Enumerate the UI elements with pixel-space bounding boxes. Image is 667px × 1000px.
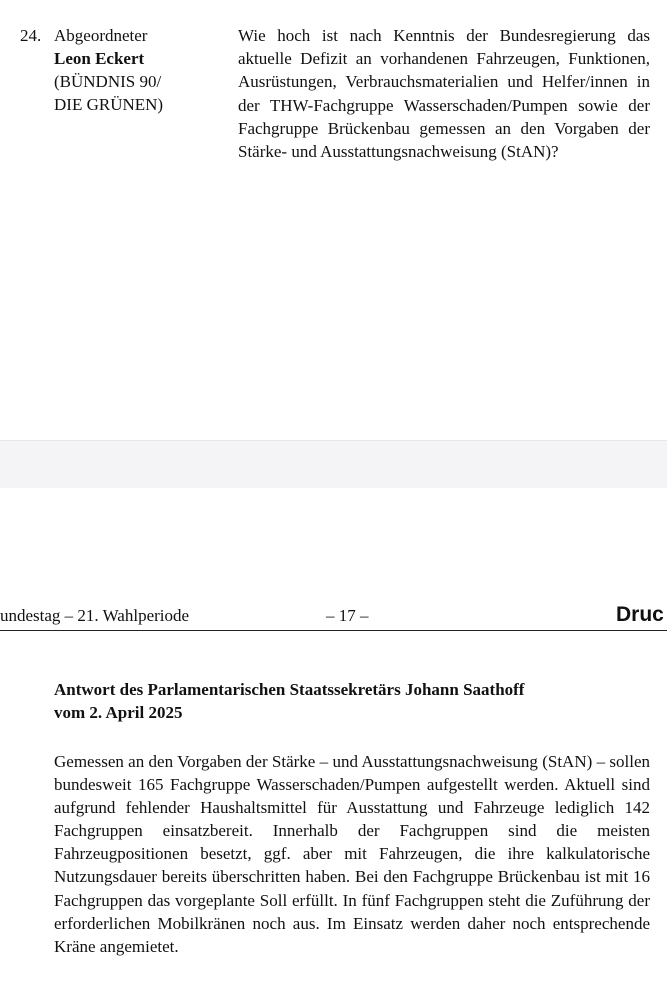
question-text: Wie hoch ist nach Kenntnis der Bundesregierung das aktuelle Defizit an vorhandenen Fahrzeugen, Funktionen, Ausrüstungen, Verbrauchsmaterialien und Helfer/innen in der THW-Fachgruppe Wasserschaden/Pumpen sowie der Fachgruppe Brückenbau gemessen an den Vorgaben der Stärke- und Ausstattungsnachweisung (StAN)?: [238, 26, 650, 162]
author-party-line1: (BÜNDNIS 90/: [54, 72, 162, 91]
author-title: Abgeordneter: [54, 26, 148, 45]
page-top: [0, 0, 667, 440]
answer-heading-line1: Antwort des Parlamentarischen Staatssekretärs Johann Saathoff: [54, 680, 525, 699]
header-page-number: – 17 –: [326, 606, 369, 625]
author-party-line2: DIE GRÜNEN): [54, 95, 164, 114]
author-name: Leon Eckert: [54, 49, 145, 68]
running-header: [0, 604, 667, 631]
question-author: [54, 24, 224, 116]
header-periode: undestag – 21. Wahlperiode: [0, 606, 190, 625]
answer-heading: [54, 678, 654, 724]
header-drucksache: Druc: [616, 603, 664, 626]
question-number: 24.: [20, 26, 42, 45]
answer-heading-line2: vom 2. April 2025: [54, 703, 183, 722]
answer-text: Gemessen an den Vorgaben der Stärke – und Ausstattungsnachweisung (StAN) – sollen bundesweit 165 Fachgruppe Wasserschaden/Pumpen aufgestellt werden. Aktuell sind aufgrund fehlender Haushaltsmittel für Ausstattung und Fahrzeuge lediglich 142 Fachgruppen einsatzbereit. Innerhalb der Fachgruppen sind die meisten Fahrzeugpositionen besetzt, ggf. aber mit Fahrzeugen, die ihre kalkulatorische Nutzungsdauer bereits überschritten haben. Bei den Fachgruppe Brückenbau ist mit 16 Fachgruppen das vorgeplante Soll erfüllt. In fünf Fachgruppen steht die Zuführung der erforderlichen Mobilkränen noch aus. Im Einsatz werden daher noch entsprechende Kräne angemietet.: [54, 752, 650, 956]
page-gap: [0, 440, 667, 489]
